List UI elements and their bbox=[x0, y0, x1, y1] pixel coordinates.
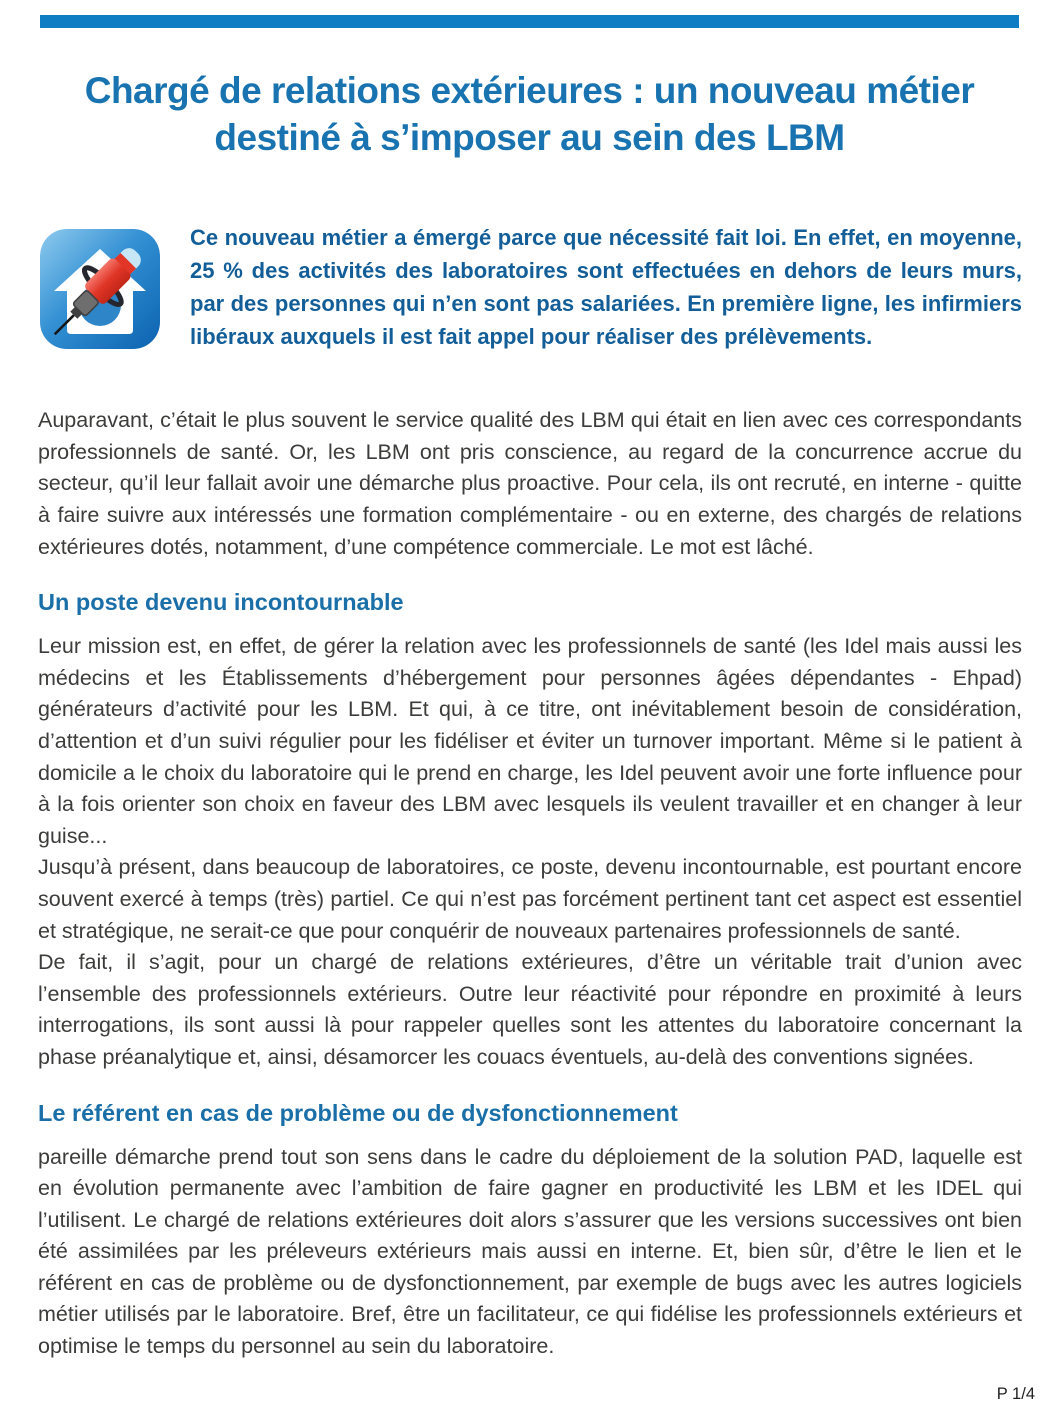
section-heading: Le référent en cas de problème ou de dysfonctionnement bbox=[38, 1099, 678, 1126]
article-body bbox=[38, 405, 1022, 1362]
paragraph: pareille démarche prend tout son sens dans le cadre du déploiement de la solution PAD, laquelle est en évolution permanente avec l’ambition de faire gagner en productivité les LBM et les IDEL qui l’utilisent. Le chargé de relations extérieures doit alors s’assurer que les versions successives ont bien été assimilées par les préleveurs extérieurs mais aussi en interne. Et, bien sûr, d’être le lien et le référent en cas de problème ou de dysfonctionnement, par exemple de bugs avec les autres logiciels métier utilisés par le laboratoire. Bref, être un facilitateur, ce qui fidélise les professionnels extérieurs et optimise le temps du personnel au sein du laboratoire. bbox=[38, 1144, 1022, 1359]
top-accent-bar bbox=[40, 15, 1019, 28]
paragraph: Jusqu’à présent, dans beaucoup de laboratoires, ce poste, devenu incontournable, est pourtant encore souvent exercé à temps (très) partiel. Ce qui n’est pas forcément pertinent tant cet aspect est essentiel et stratégique, ne serait-ce que pour conquérir de nouveaux partenaires professionnels de santé. bbox=[38, 855, 1022, 943]
home-syringe-icon bbox=[38, 227, 162, 351]
intro-block bbox=[38, 221, 1022, 353]
section-heading: Un poste devenu incontournable bbox=[38, 589, 404, 616]
paragraph: Leur mission est, en effet, de gérer la relation avec les professionnels de santé (les Idel mais aussi les médecins et les Établissements d’hébergement pour personnes âgées dépendantes - Ehpad) générateurs d’activité pour les LBM. Et qui, à ce titre, ont inévitablement besoin de considération, d’attention et d’un suivi régulier pour les fidéliser et éviter un turnover important. Même si le patient à domicile a le choix du laboratoire qui le prend en charge, les Idel peuvent avoir une forte influence pour à la fois orienter son choix en faveur des LBM avec lesquels ils veulent travailler et en changer à leur guise... bbox=[38, 634, 1022, 848]
page-number: P 1/4 bbox=[996, 1385, 1035, 1403]
page-title: Chargé de relations extérieures : un nouveau métier destiné à s’imposer au sein des LBM bbox=[84, 70, 975, 158]
paragraph: De fait, il s’agit, pour un chargé de relations extérieures, d’être un véritable trait d’union avec l’ensemble des professionnels extérieurs. Outre leur réactivité pour répondre en proximité à leurs interrogations, ils sont aussi là pour rappeler quelles sont les attentes du laboratoire concernant la phase préanalytique et, ainsi, désamorcer les couacs éventuels, au-delà des conventions signées. bbox=[38, 950, 1022, 1069]
paragraph: Auparavant, c’était le plus souvent le service qualité des LBM qui était en lien avec ces correspondants professionnels de santé. Or, les LBM ont pris conscience, au regard de la concurrence accrue du secteur, qu’il leur fallait avoir une démarche plus proactive. Pour cela, ils ont recruté, en interne - quitte à faire suivre aux intéressés une formation complémentaire - ou en externe, des chargés de relations extérieures dotés, notamment, d’une compétence commerciale. Le mot est lâché. bbox=[38, 408, 1022, 559]
intro-paragraph: Ce nouveau métier a émergé parce que nécessité fait loi. En effet, en moyenne, 25 % des activités des laboratoires sont effectuées en dehors de leurs murs, par des personnes qui n’en sont pas salariées. En première ligne, les infirmiers libéraux auxquels il est fait appel pour réaliser des prélèvements. bbox=[190, 225, 1022, 350]
